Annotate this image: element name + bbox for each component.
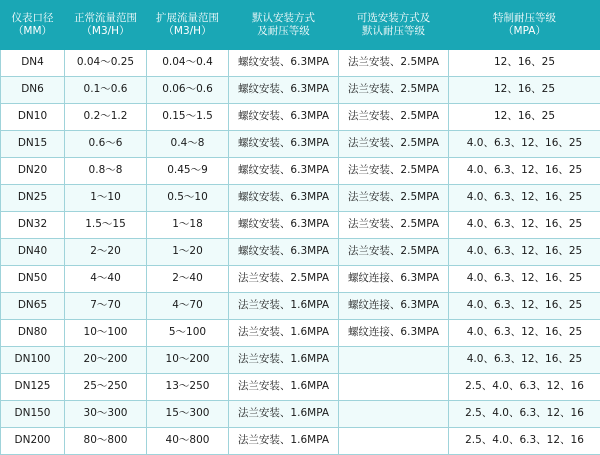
table-row <box>1 239 600 266</box>
cell-normal-flow: 1.5～15 <box>65 212 147 239</box>
table-row <box>1 401 600 428</box>
cell-diameter: DN200 <box>1 428 65 455</box>
table-row <box>1 293 600 320</box>
cell-diameter: DN80 <box>1 320 65 347</box>
cell-diameter: DN125 <box>1 374 65 401</box>
table-row <box>1 428 600 455</box>
table-row <box>1 50 600 77</box>
cell-extended-flow: 40～800 <box>147 428 229 455</box>
cell-extended-flow: 2～40 <box>147 266 229 293</box>
column-header-normal-flow <box>65 1 147 50</box>
cell-default-install: 法兰安装、2.5MPA <box>229 266 339 293</box>
table-row <box>1 104 600 131</box>
cell-extended-flow: 0.45～9 <box>147 158 229 185</box>
cell-optional-install: 法兰安装、2.5MPA <box>339 77 449 104</box>
table-body <box>1 50 600 455</box>
cell-normal-flow: 4～40 <box>65 266 147 293</box>
cell-extended-flow: 0.06～0.6 <box>147 77 229 104</box>
cell-optional-install <box>339 374 449 401</box>
cell-default-install: 法兰安装、1.6MPA <box>229 374 339 401</box>
header-line-2: 默认耐压等级 <box>340 25 447 38</box>
table-row <box>1 212 600 239</box>
cell-optional-install: 法兰安装、2.5MPA <box>339 104 449 131</box>
cell-optional-install: 法兰安装、2.5MPA <box>339 239 449 266</box>
cell-default-install: 螺纹安装、6.3MPA <box>229 104 339 131</box>
cell-special-pressure: 4.0、6.3、12、16、25 <box>449 320 600 347</box>
cell-default-install: 螺纹安装、6.3MPA <box>229 185 339 212</box>
header-line-2: （M3/H） <box>148 25 227 38</box>
cell-extended-flow: 0.15～1.5 <box>147 104 229 131</box>
cell-optional-install <box>339 428 449 455</box>
cell-optional-install: 法兰安装、2.5MPA <box>339 131 449 158</box>
cell-special-pressure: 4.0、6.3、12、16、25 <box>449 293 600 320</box>
cell-diameter: DN100 <box>1 347 65 374</box>
header-line-2: （M3/H） <box>66 25 145 38</box>
column-header-optional-install <box>339 1 449 50</box>
cell-normal-flow: 7～70 <box>65 293 147 320</box>
table-row <box>1 185 600 212</box>
cell-special-pressure: 4.0、6.3、12、16、25 <box>449 239 600 266</box>
cell-normal-flow: 0.6～6 <box>65 131 147 158</box>
cell-diameter: DN65 <box>1 293 65 320</box>
cell-extended-flow: 0.5～10 <box>147 185 229 212</box>
cell-default-install: 螺纹安装、6.3MPA <box>229 158 339 185</box>
column-header-special-pressure <box>449 1 600 50</box>
cell-special-pressure: 4.0、6.3、12、16、25 <box>449 347 600 374</box>
cell-special-pressure: 12、16、25 <box>449 50 600 77</box>
header-row <box>1 1 600 50</box>
header-line-1: 可选安装方式及 <box>340 12 447 25</box>
cell-normal-flow: 0.1～0.6 <box>65 77 147 104</box>
cell-normal-flow: 2～20 <box>65 239 147 266</box>
cell-diameter: DN40 <box>1 239 65 266</box>
header-line-2: 及耐压等级 <box>230 25 337 38</box>
cell-special-pressure: 4.0、6.3、12、16、25 <box>449 185 600 212</box>
table-row <box>1 320 600 347</box>
header-line-1: 默认安装方式 <box>230 12 337 25</box>
cell-diameter: DN10 <box>1 104 65 131</box>
cell-special-pressure: 4.0、6.3、12、16、25 <box>449 131 600 158</box>
cell-diameter: DN25 <box>1 185 65 212</box>
table-row <box>1 158 600 185</box>
cell-optional-install: 螺纹连接、6.3MPA <box>339 266 449 293</box>
cell-default-install: 法兰安装、1.6MPA <box>229 293 339 320</box>
cell-diameter: DN32 <box>1 212 65 239</box>
cell-special-pressure: 4.0、6.3、12、16、25 <box>449 158 600 185</box>
header-line-1: 特制耐压等级 <box>450 12 599 25</box>
cell-normal-flow: 25～250 <box>65 374 147 401</box>
cell-normal-flow: 0.8～8 <box>65 158 147 185</box>
column-header-default-install <box>229 1 339 50</box>
cell-normal-flow: 1～10 <box>65 185 147 212</box>
cell-default-install: 法兰安装、1.6MPA <box>229 347 339 374</box>
cell-optional-install <box>339 401 449 428</box>
cell-diameter: DN4 <box>1 50 65 77</box>
cell-extended-flow: 0.4～8 <box>147 131 229 158</box>
cell-special-pressure: 12、16、25 <box>449 77 600 104</box>
cell-diameter: DN15 <box>1 131 65 158</box>
column-header-diameter <box>1 1 65 50</box>
cell-special-pressure: 2.5、4.0、6.3、12、16 <box>449 428 600 455</box>
cell-extended-flow: 15～300 <box>147 401 229 428</box>
cell-extended-flow: 5～100 <box>147 320 229 347</box>
cell-optional-install <box>339 347 449 374</box>
cell-optional-install: 法兰安装、2.5MPA <box>339 185 449 212</box>
cell-diameter: DN6 <box>1 77 65 104</box>
cell-special-pressure: 4.0、6.3、12、16、25 <box>449 212 600 239</box>
cell-extended-flow: 10～200 <box>147 347 229 374</box>
cell-special-pressure: 4.0、6.3、12、16、25 <box>449 266 600 293</box>
cell-special-pressure: 12、16、25 <box>449 104 600 131</box>
header-line-1: 正常流量范围 <box>66 12 145 25</box>
cell-special-pressure: 2.5、4.0、6.3、12、16 <box>449 374 600 401</box>
table-row <box>1 266 600 293</box>
cell-diameter: DN150 <box>1 401 65 428</box>
cell-optional-install: 法兰安装、2.5MPA <box>339 50 449 77</box>
cell-normal-flow: 30～300 <box>65 401 147 428</box>
cell-optional-install: 法兰安装、2.5MPA <box>339 212 449 239</box>
table-header <box>1 1 600 50</box>
cell-extended-flow: 13～250 <box>147 374 229 401</box>
cell-extended-flow: 4～70 <box>147 293 229 320</box>
cell-diameter: DN20 <box>1 158 65 185</box>
header-line-1: 扩展流量范围 <box>148 12 227 25</box>
cell-optional-install: 法兰安装、2.5MPA <box>339 158 449 185</box>
cell-special-pressure: 2.5、4.0、6.3、12、16 <box>449 401 600 428</box>
cell-default-install: 螺纹安装、6.3MPA <box>229 239 339 266</box>
cell-optional-install: 螺纹连接、6.3MPA <box>339 320 449 347</box>
cell-extended-flow: 0.04～0.4 <box>147 50 229 77</box>
cell-diameter: DN50 <box>1 266 65 293</box>
cell-extended-flow: 1～18 <box>147 212 229 239</box>
cell-default-install: 螺纹安装、6.3MPA <box>229 212 339 239</box>
cell-default-install: 螺纹安装、6.3MPA <box>229 77 339 104</box>
cell-default-install: 螺纹安装、6.3MPA <box>229 50 339 77</box>
cell-normal-flow: 0.2～1.2 <box>65 104 147 131</box>
header-line-1: 仪表口径 <box>2 12 63 25</box>
table-row <box>1 77 600 104</box>
cell-normal-flow: 10～100 <box>65 320 147 347</box>
column-header-extended-flow <box>147 1 229 50</box>
cell-default-install: 法兰安装、1.6MPA <box>229 401 339 428</box>
header-line-2: （MM） <box>2 25 63 38</box>
cell-optional-install: 螺纹连接、6.3MPA <box>339 293 449 320</box>
cell-default-install: 法兰安装、1.6MPA <box>229 428 339 455</box>
table-row <box>1 131 600 158</box>
cell-normal-flow: 0.04～0.25 <box>65 50 147 77</box>
cell-default-install: 螺纹安装、6.3MPA <box>229 131 339 158</box>
table-row <box>1 347 600 374</box>
cell-default-install: 法兰安装、1.6MPA <box>229 320 339 347</box>
cell-normal-flow: 80～800 <box>65 428 147 455</box>
header-line-2: （MPA） <box>450 25 599 38</box>
cell-extended-flow: 1～20 <box>147 239 229 266</box>
table-row <box>1 374 600 401</box>
cell-normal-flow: 20～200 <box>65 347 147 374</box>
